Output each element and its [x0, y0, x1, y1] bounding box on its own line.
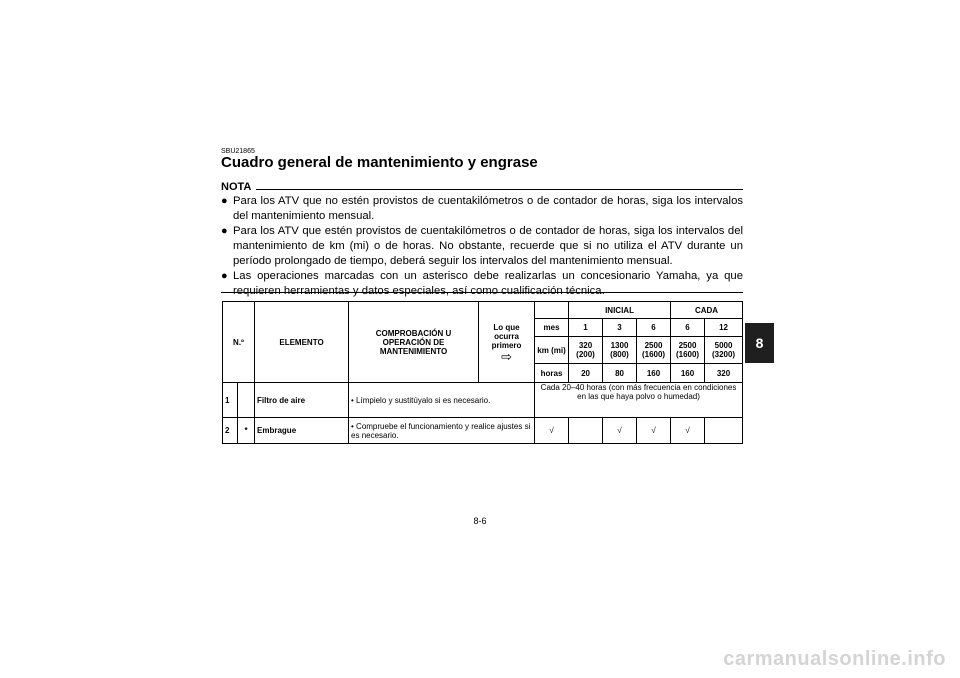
document-code: SBU21865	[221, 148, 255, 155]
interval-value: 5000 (3200)	[705, 337, 743, 364]
arrow-right-icon: ⇨	[501, 349, 512, 364]
header-cada: CADA	[671, 302, 743, 319]
check-mark: √	[535, 418, 569, 444]
nota-header	[221, 182, 743, 192]
interval-value: 320	[705, 364, 743, 383]
header-first	[479, 302, 535, 383]
check-mark: √	[671, 418, 705, 444]
interval-value: 20	[569, 364, 603, 383]
nota-end-divider	[221, 292, 743, 293]
bullet-icon: ●	[221, 225, 228, 237]
interval-value: 12	[705, 319, 743, 337]
interval-value: 6	[637, 319, 671, 337]
header-elemento: ELEMENTO	[255, 302, 349, 383]
interval-value: 1	[569, 319, 603, 337]
nota-item	[221, 224, 743, 269]
page-number: 8-6	[473, 516, 487, 526]
interval-value: 160	[671, 364, 705, 383]
check-mark	[569, 418, 603, 444]
nota-item-text: Para los ATV que no estén provistos de cuentakilómetros o de contador de horas, siga los intervalos del mantenimiento mensual.	[233, 195, 743, 222]
interval-value: 1300 (800)	[603, 337, 637, 364]
unit-label: horas	[535, 364, 569, 383]
interval-value: 2500 (1600)	[637, 337, 671, 364]
check-mark: √	[603, 418, 637, 444]
bullet-icon: ●	[221, 270, 228, 282]
unit-label: km (mi)	[535, 337, 569, 364]
nota-item-text: Las operaciones marcadas con un asterisco debe realizarlas un concesionario Yamaha, ya que requieren herramientas y datos especiales, así como cualificación técnica.	[233, 270, 743, 297]
nota-item	[221, 194, 743, 224]
header-first-text: Lo que ocurra primero	[491, 323, 522, 350]
interval-value: 320 (200)	[569, 337, 603, 364]
row-interval-note: Cada 20–40 horas (con más frecuencia en condiciones en las que haya polvo o humedad)	[535, 383, 743, 418]
maintenance-table	[222, 301, 743, 444]
bullet-icon: ●	[221, 195, 228, 207]
row-blank	[705, 418, 743, 444]
row-check: • Límpielo y sustitúyalo si es necesario.	[349, 383, 535, 418]
check-mark: √	[637, 418, 671, 444]
interval-value: 3	[603, 319, 637, 337]
page-title: Cuadro general de mantenimiento y engrase	[221, 154, 538, 171]
chapter-tab: 8	[745, 323, 774, 363]
header-inicial: INICIAL	[569, 302, 671, 319]
header-no: N.º	[223, 302, 255, 383]
row-asterisk	[238, 383, 255, 418]
row-item: Embrague	[255, 418, 349, 444]
nota-list	[221, 194, 743, 299]
unit-label: mes	[535, 319, 569, 337]
header-check: COMPROBACIÓN U OPERACIÓN DE MANTENIMIENTO	[349, 302, 479, 383]
row-asterisk: *	[238, 418, 255, 444]
header-blank	[535, 302, 569, 319]
nota-item-text: Para los ATV que estén provistos de cuentakilómetros o de contador de horas, siga los intervalos del mantenimiento de km (mi) o de horas. No obstante, recuerde que si no utiliza el ATV durante un período prolongado de tiempo, deberá seguir los intervalos del mantenimiento mensual.	[233, 225, 743, 267]
nota-item	[221, 269, 743, 299]
nota-label: NOTA	[221, 181, 252, 193]
interval-value: 160	[637, 364, 671, 383]
row-number: 1	[223, 383, 238, 418]
row-check: • Compruebe el funcionamiento y realice ajustes si es necesario.	[349, 418, 535, 444]
interval-value: 2500 (1600)	[671, 337, 705, 364]
nota-divider	[256, 189, 743, 190]
row-item: Filtro de aire	[255, 383, 349, 418]
row-number: 2	[223, 418, 238, 444]
interval-value: 80	[603, 364, 637, 383]
watermark: carmanualsonline.info	[723, 648, 946, 670]
interval-value: 6	[671, 319, 705, 337]
